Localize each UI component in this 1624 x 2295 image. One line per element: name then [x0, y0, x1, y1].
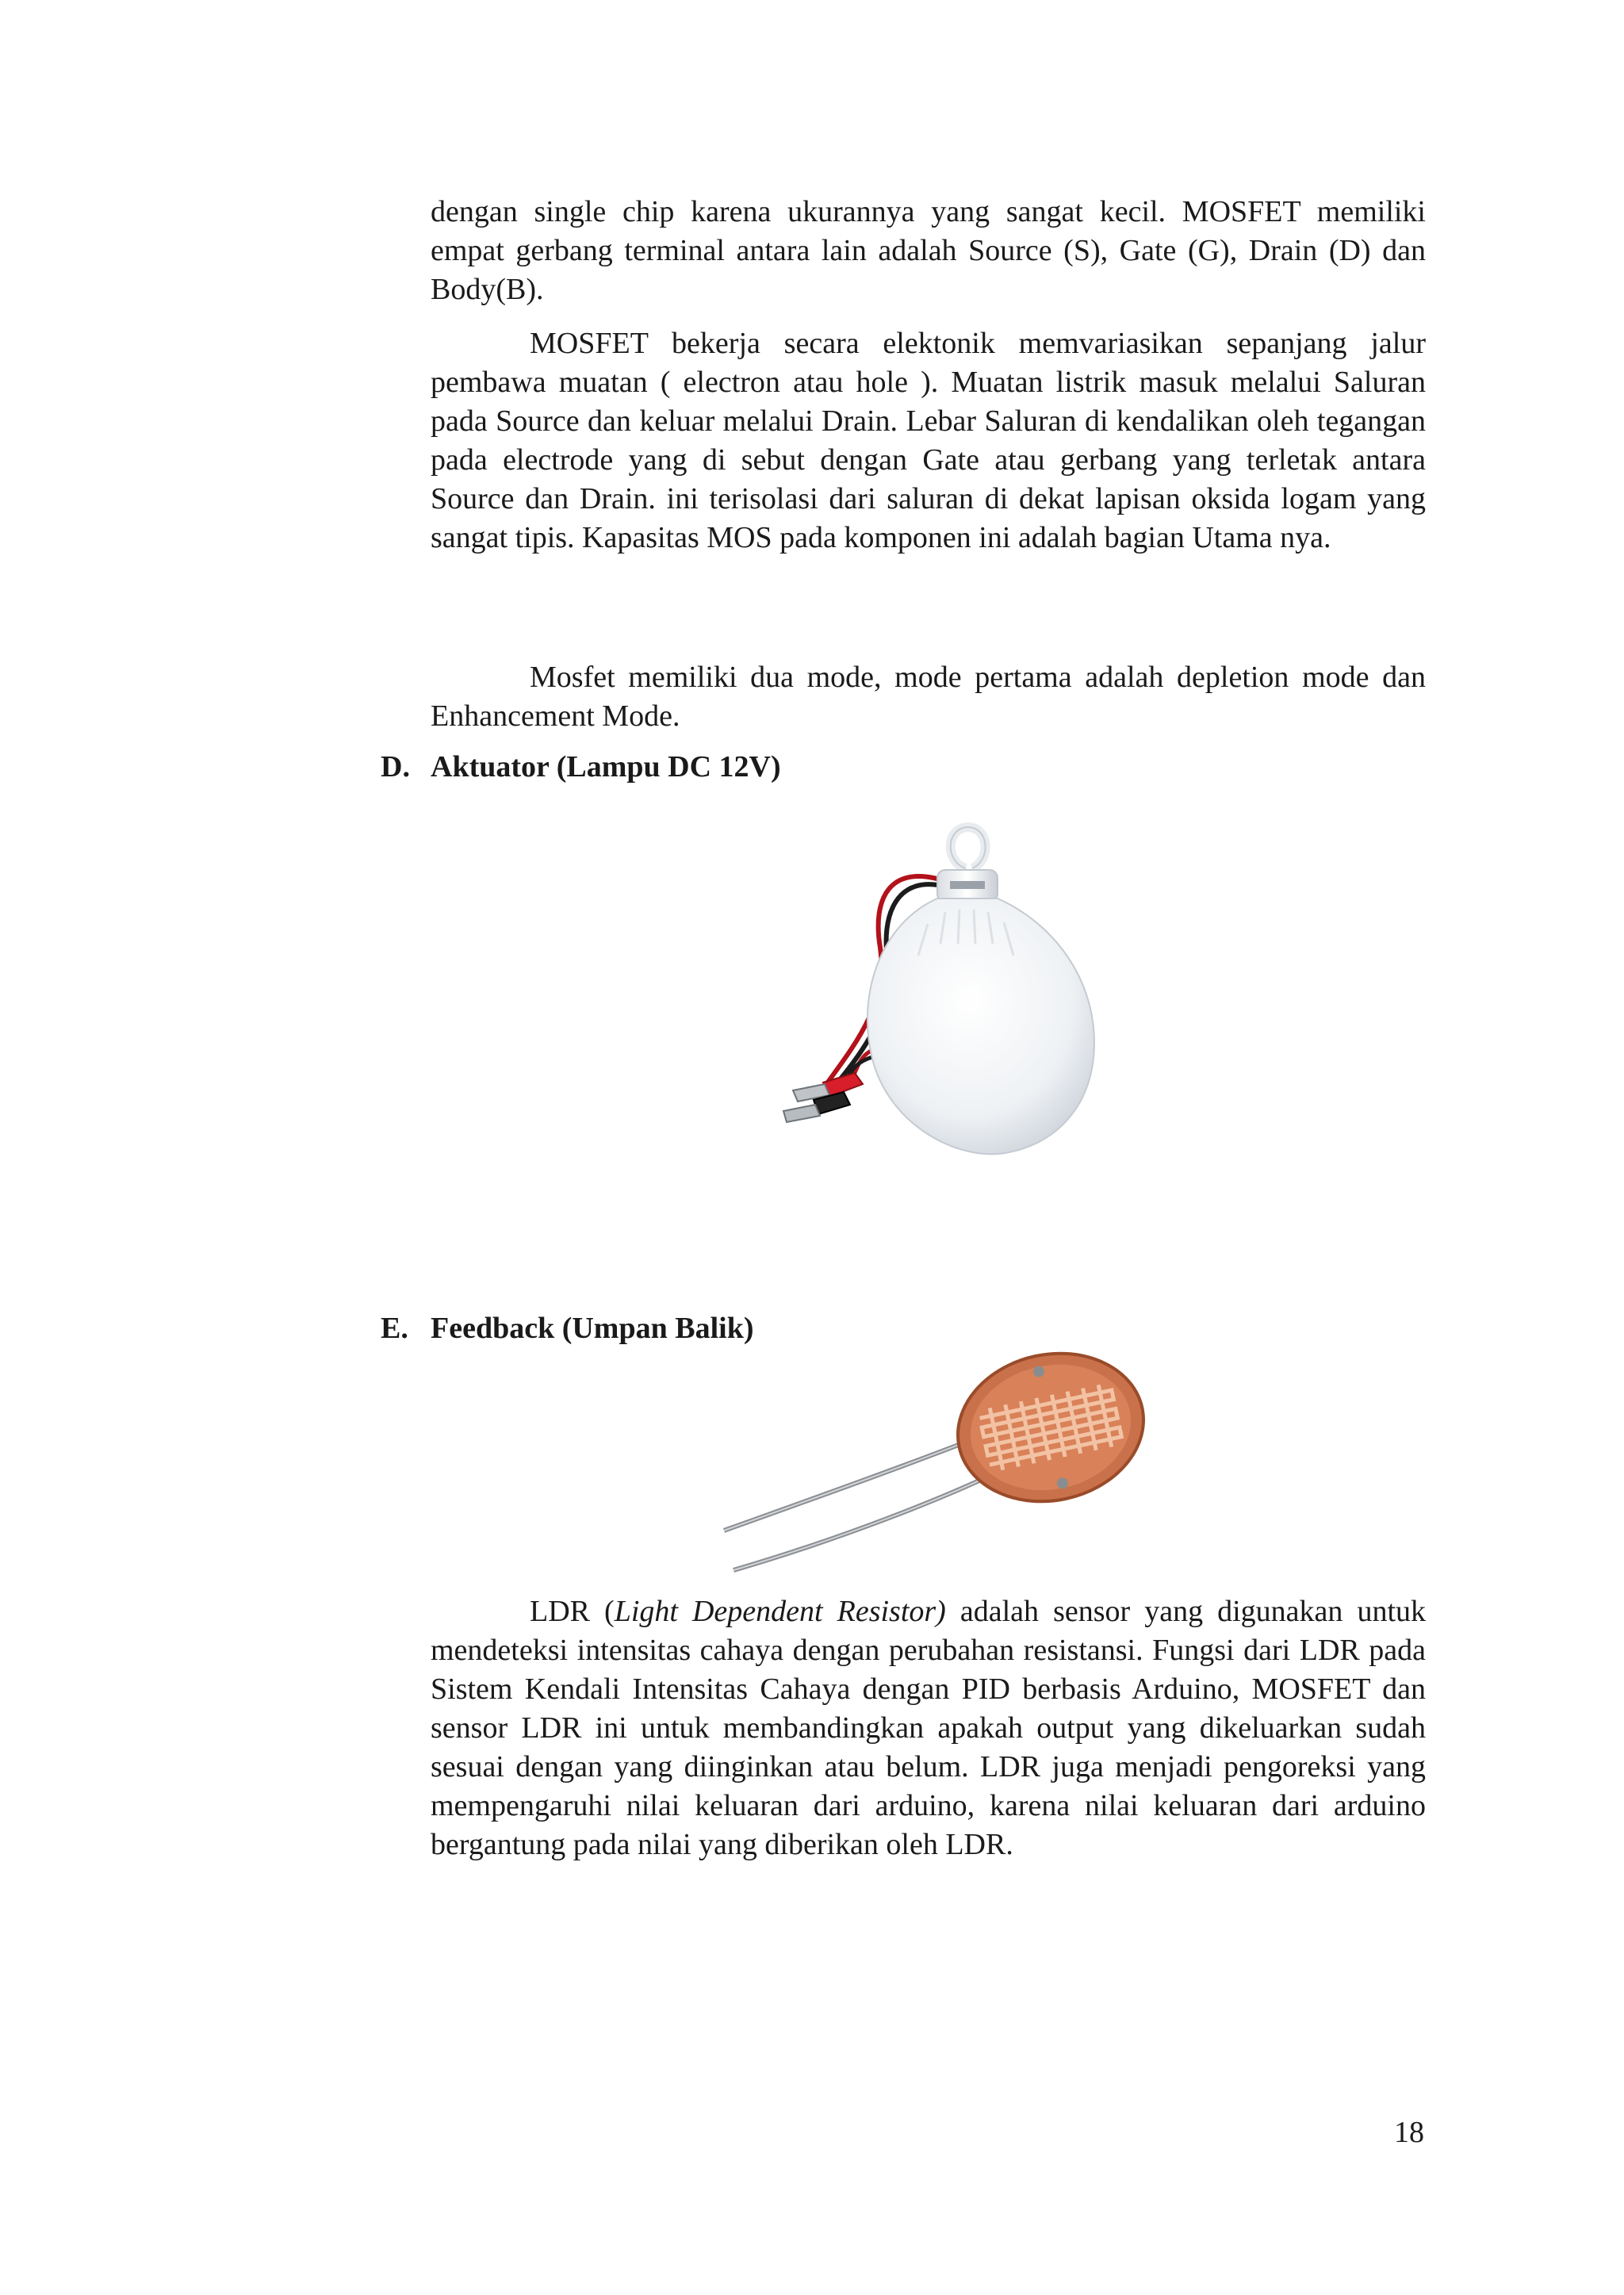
- ldr-text-prefix: LDR (: [530, 1595, 615, 1628]
- paragraph-mosfet-modes: Mosfet memiliki dua mode, mode pertama adalah depletion mode dan Enhancement Mode.: [431, 661, 1426, 733]
- ldr-text-italic: Light Dependent Resistor): [614, 1595, 946, 1628]
- section-title-feedback: Feedback (Umpan Balik): [431, 1312, 754, 1345]
- ldr-text-body: adalah sensor yang digunakan untuk mendeteksi intensitas cahaya dengan perubahan resistansi. Fungsi dari LDR pada Sistem Kendali Intensitas Cahaya dengan PID berbasis Arduino, MOSFET dan sensor LDR ini untuk membandingkan apakah output yang dikeluarkan sudah sesuai dengan yang diinginkan atau belum. LDR juga menjadi pengoreksi yang mempengaruhi nilai keluaran dari arduino, karena nilai keluaran dari arduino bergantung pada nilai yang diberikan oleh LDR.: [431, 1595, 1427, 1861]
- section-letter-e: E.: [381, 1312, 408, 1345]
- paragraph-mosfet-operation: MOSFET bekerja secara elektonik memvariasikan sepanjang jalur pembawa muatan ( electron atau hole ). Muatan listrik masuk melalui Saluran pada Source dan keluar melalui Drain. Lebar Saluran di kendalikan oleh tegangan pada electrode yang di sebut dengan Gate atau gerbang yang terletak antara Source dan Drain. ini terisolasi dari saluran di dekat lapisan oksida logam yang sangat tipis. Kapasitas MOS pada komponen ini adalah bagian Utama nya.: [431, 327, 1426, 554]
- dc-led-bulb-image: [761, 805, 1166, 1182]
- ldr-sensor-image: [718, 1340, 1162, 1578]
- paragraph-mosfet-terminals: dengan single chip karena ukurannya yang sangat kecil. MOSFET memiliki empat gerbang terminal antara lain adalah Source (S), Gate (G), Drain (D) dan Body(B).: [431, 195, 1426, 306]
- paragraph-ldr-description: [431, 1592, 1426, 1864]
- section-letter-d: D.: [381, 750, 410, 784]
- section-heading-aktuator: [381, 748, 781, 787]
- section-heading-feedback: [381, 1309, 753, 1348]
- section-title-aktuator: Aktuator (Lampu DC 12V): [431, 750, 781, 784]
- page-number: 18: [1394, 2116, 1424, 2149]
